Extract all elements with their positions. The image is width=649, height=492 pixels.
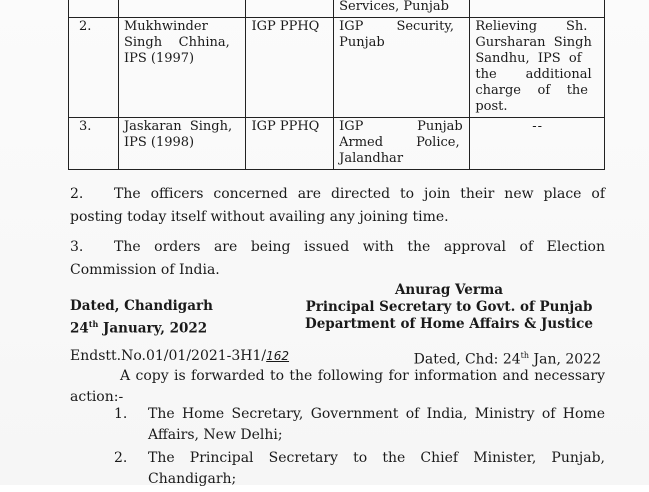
cell-line: post. [475, 99, 508, 114]
endorsement-date-prefix: Dated, Chd: 24 [413, 351, 521, 368]
copy-forward-paragraph [70, 366, 605, 408]
table-cell-remarks [470, 118, 605, 170]
table-row [69, 18, 605, 118]
table-cell-from [246, 18, 334, 118]
paragraph-number: 2. [70, 186, 84, 202]
date-day: 24 [70, 320, 89, 337]
table-cell-remarks [470, 18, 605, 118]
table-cell-sno [69, 118, 119, 170]
endorsement-number: Endstt.No.01/01/2021-3H1/ [70, 348, 267, 364]
cell-line: IGP Punjab [339, 119, 463, 134]
dated-place: Dated, Chandigarh [70, 298, 213, 314]
list-item [70, 448, 605, 490]
table-row [69, 0, 605, 18]
cell-line: Mukhwinder [123, 19, 208, 34]
cell-line: IGP Security, [339, 19, 455, 34]
cell-line: Gursharan Singh [475, 35, 592, 50]
cell-line: IPS (1997) [123, 51, 195, 66]
table-cell-from [246, 118, 334, 170]
list-text: The Home Secretary, Government of India, Ministry of Home Affairs, New Delhi; [148, 406, 605, 443]
table-cell-name [118, 118, 245, 170]
cell-line: Services, Punjab [339, 0, 449, 14]
table-cell-to [334, 118, 470, 170]
table-cell-remarks [470, 0, 605, 18]
cell-line: IGP PPHQ [251, 19, 320, 34]
paragraph-2 [70, 183, 605, 229]
list-text: The Principal Secretary to the Chief Minister, Punjab, Chandigarh; [148, 450, 605, 487]
date-suffix: th [88, 319, 99, 329]
cell-line: Punjab [339, 35, 385, 50]
paragraph-text: The orders are being issued with the approval of Election Commission of India. [70, 239, 605, 278]
recipient-list [70, 404, 605, 492]
paragraph-number: 3. [70, 239, 84, 255]
endorsement-line [70, 346, 605, 366]
paragraph-3 [70, 236, 605, 282]
table-cell-from [246, 0, 334, 18]
cell-line: Singh Chhina, [123, 35, 230, 50]
signatory-name: Anurag Verma [394, 282, 504, 298]
signature-block [304, 282, 594, 333]
cell-line: IPS (1998) [123, 135, 195, 150]
table-cell-to [334, 18, 470, 118]
cell-line: IGP PPHQ [251, 119, 320, 134]
paragraph-text: The officers concerned are directed to join their new place of posting today itself without availing any joining time. [70, 186, 605, 225]
list-item [70, 404, 605, 446]
cell-line: Sandhu, IPS of [475, 51, 582, 66]
date-rest: January, 2022 [98, 320, 208, 337]
dated-block [70, 297, 213, 338]
endorsement-date-rest: Jan, 2022 [529, 351, 601, 368]
handwritten-number: 162 [266, 349, 290, 363]
table-cell-sno [69, 0, 119, 18]
cell-line: Relieving Sh. [475, 19, 588, 34]
list-number: 1. [114, 406, 128, 422]
cell-line: Jalandhar [339, 151, 404, 166]
endorsement-date-suffix: th [520, 351, 530, 360]
table-row [69, 118, 605, 170]
copy-forward-text: A copy is forwarded to the following for information and necessary action:- [70, 368, 605, 405]
signatory-designation: Principal Secretary to Govt. of Punjab [305, 299, 593, 315]
postings-table [68, 0, 605, 170]
table-cell-to [334, 0, 470, 18]
cell-line: Jaskaran Singh, [123, 119, 233, 134]
cell-line: the additional [475, 67, 592, 82]
cell-line: -- [532, 119, 544, 134]
dated-date [70, 315, 213, 338]
cell-line: charge of the [475, 83, 588, 98]
serial-number: 2. [79, 19, 92, 34]
serial-number: 3. [79, 119, 92, 134]
cell-line: Armed Police, [339, 135, 460, 150]
table-cell-name [118, 18, 245, 118]
list-number: 2. [114, 450, 128, 466]
table-cell-name [118, 0, 245, 18]
signatory-department: Department of Home Affairs & Justice [304, 316, 593, 332]
table-cell-sno [69, 18, 119, 118]
